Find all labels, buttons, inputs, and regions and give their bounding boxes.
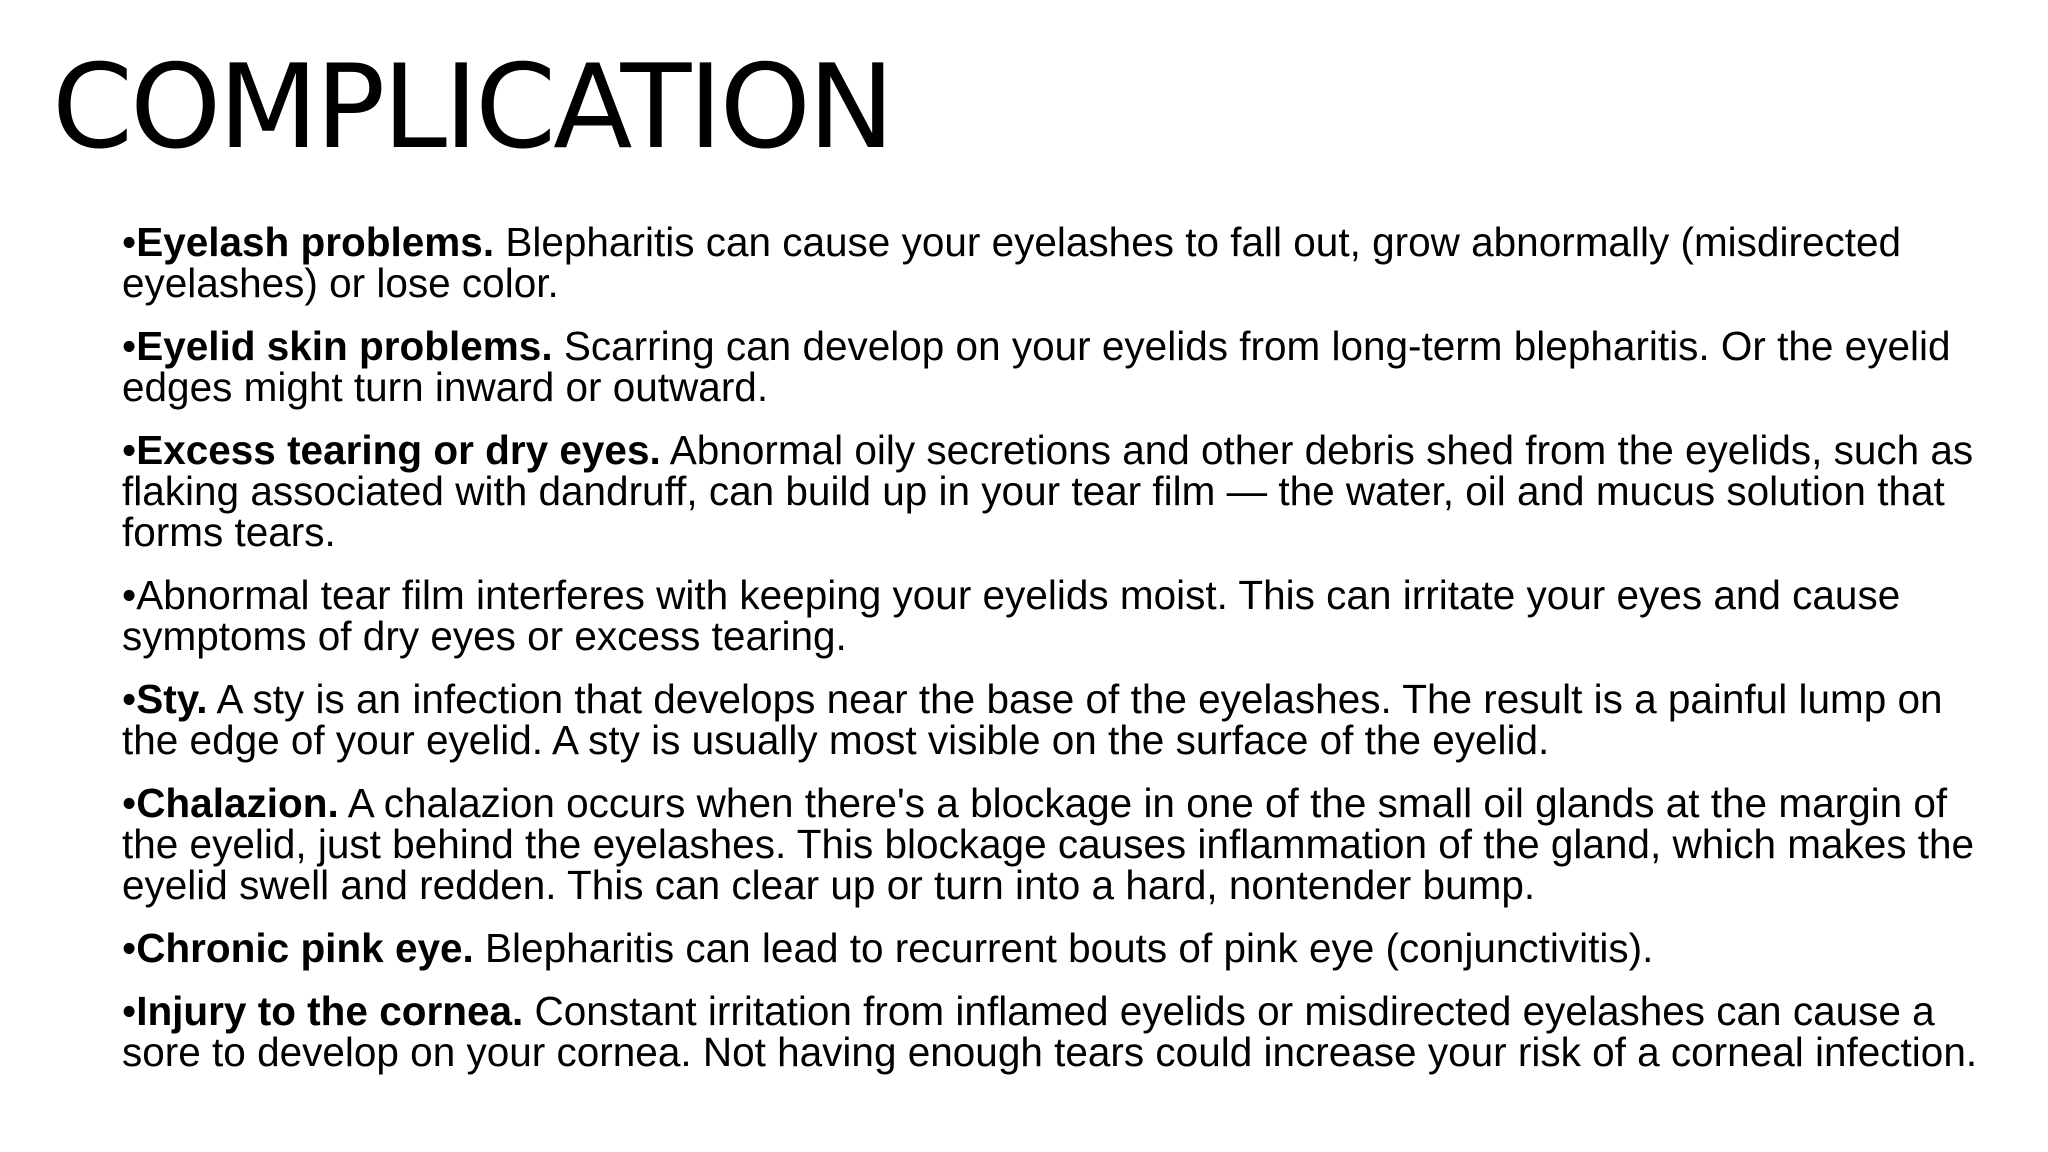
- bullet-heading: Injury to the cornea.: [136, 988, 524, 1034]
- bullet-text: A chalazion occurs when there's a blockage in one of the small oil glands at the margin of the eyelid, just behind the eyelashes. This blockage causes inflammation of the gland, which makes the eyelid swell and redden. This can clear up or turn into a hard, nontender bump.: [122, 780, 1975, 908]
- bullet-text: Scarring can develop on your eyelids from long-term blepharitis. Or the eyelid edges might turn inward or outward.: [122, 323, 1951, 410]
- bullet-marker: •: [122, 219, 137, 265]
- bullet-item-eyelash-problems: [122, 219, 2002, 306]
- slide-title: COMPLICATION: [52, 40, 892, 175]
- bullet-text: Abnormal oily secretions and other debris shed from the eyelids, such as flaking associated with dandruff, can build up in your tear film — the water, oil and mucus solution that forms tears.: [122, 427, 1974, 555]
- bullet-item-chalazion: [122, 780, 2002, 908]
- bullet-heading: Chronic pink eye.: [136, 925, 474, 971]
- bullet-heading: Excess tearing or dry eyes.: [136, 427, 661, 473]
- bullet-marker: •: [122, 572, 137, 618]
- bullet-item-excess-tearing: [122, 427, 2002, 555]
- bullet-list: [122, 219, 2002, 1095]
- bullet-text: Blepharitis can cause your eyelashes to fall out, grow abnormally (misdirected eyelashes) or lose color.: [122, 219, 1902, 306]
- bullet-item-chronic-pink-eye: [122, 925, 2002, 971]
- bullet-heading: Chalazion.: [136, 780, 339, 826]
- bullet-text: Blepharitis can lead to recurrent bouts of pink eye (conjunctivitis).: [473, 925, 1654, 971]
- bullet-text: Constant irritation from inflamed eyelids or misdirected eyelashes can cause a sore to develop on your cornea. Not having enough tears could increase your risk of a corneal infection.: [122, 988, 1978, 1075]
- bullet-marker: •: [122, 676, 137, 722]
- bullet-item-abnormal-tear-film: [122, 572, 2002, 659]
- bullet-item-injury-to-cornea: [122, 988, 2002, 1075]
- bullet-marker: •: [122, 323, 137, 369]
- bullet-item-sty: [122, 676, 2002, 763]
- bullet-marker: •: [122, 780, 137, 826]
- bullet-heading: Eyelash problems.: [136, 219, 495, 265]
- bullet-marker: •: [122, 925, 137, 971]
- bullet-item-eyelid-skin-problems: [122, 323, 2002, 410]
- bullet-heading: Eyelid skin problems.: [136, 323, 553, 369]
- bullet-text: A sty is an infection that develops near the base of the eyelashes. The result is a painful lump on the edge of your eyelid. A sty is usually most visible on the surface of the eyelid.: [122, 676, 1943, 763]
- bullet-marker: •: [122, 988, 137, 1034]
- bullet-text: Abnormal tear film interferes with keeping your eyelids moist. This can irritate your eyes and cause symptoms of dry eyes or excess tearing.: [122, 572, 1901, 659]
- bullet-marker: •: [122, 427, 137, 473]
- bullet-heading: Sty.: [136, 676, 208, 722]
